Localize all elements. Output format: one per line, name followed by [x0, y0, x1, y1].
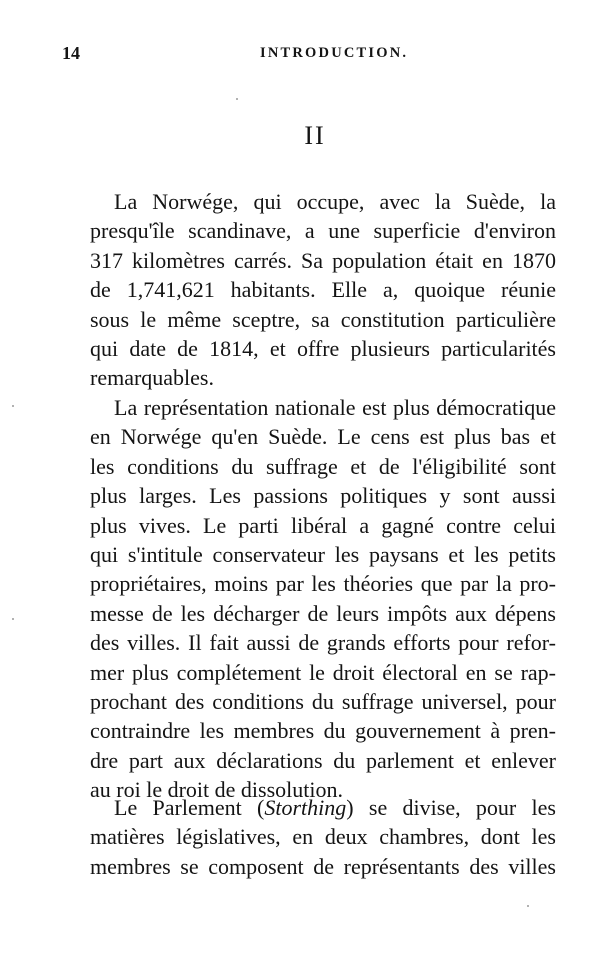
paragraph-1	[90, 187, 556, 393]
text-line: en Norwége qu'en Suède. Le cens est plus bas et	[90, 424, 556, 450]
text-line: messe de les décharger de leurs impôts aux dépens	[90, 600, 556, 626]
text-line: des villes. Il fait aussi de grands efforts pour refor-	[90, 630, 556, 656]
text-line: les conditions du suffrage et de l'éligibilité sont	[90, 453, 556, 479]
italic-term: Storthing	[264, 795, 347, 820]
text-line: presqu'île scandinave, a une superficie d'environ	[90, 218, 556, 244]
text-line: prochant des conditions du suffrage universel, pour	[90, 688, 556, 714]
paragraph-2	[90, 393, 556, 804]
text-line: propriétaires, moins par les théories que par la pro-	[90, 571, 556, 597]
text-line: sous le même sceptre, sa constitution particulière	[90, 306, 556, 332]
text-line: contraindre les membres du gouvernement à pren-	[90, 718, 556, 744]
text-line: mer plus complétement le droit électoral en se rap-	[90, 659, 556, 685]
text-line: remarquables.	[90, 365, 214, 391]
text-line: La Norwége, qui occupe, avec la Suède, la	[114, 189, 556, 214]
paragraph-3	[90, 793, 556, 881]
page-number: 14	[62, 43, 80, 63]
text-line: plus larges. Les passions politiques y sont aussi	[90, 483, 556, 509]
print-speck	[236, 98, 238, 100]
text-line: qui date de 1814, et offre plusieurs particularités	[90, 335, 556, 361]
section-number: II	[304, 121, 326, 150]
text-line: plus vives. Le parti libéral a gagné contre celui	[90, 512, 556, 538]
print-speck	[12, 618, 14, 620]
print-speck	[12, 405, 14, 407]
header-title: INTRODUCTION.	[260, 45, 409, 61]
text-line: La représentation nationale est plus démocratique	[114, 395, 556, 420]
text-line: dre part aux déclarations du parlement et enlever	[90, 747, 556, 773]
text-line: matières législatives, en deux chambres, dont les	[90, 824, 556, 850]
print-speck	[527, 905, 529, 907]
text-line: de 1,741,621 habitants. Elle a, quoique réunie	[90, 277, 556, 303]
text-line: 317 kilomètres carrés. Sa population était en 1870	[90, 247, 556, 273]
text-line: qui s'intitule conservateur les paysans et les petits	[90, 541, 556, 567]
text-line-with-italic: Le Parlement (Storthing) se divise, pour les	[114, 795, 556, 820]
running-header	[62, 43, 560, 67]
text-line: membres se composent de représentants des villes	[90, 853, 556, 879]
text-line: au roi le droit de dissolution.	[90, 777, 343, 803]
